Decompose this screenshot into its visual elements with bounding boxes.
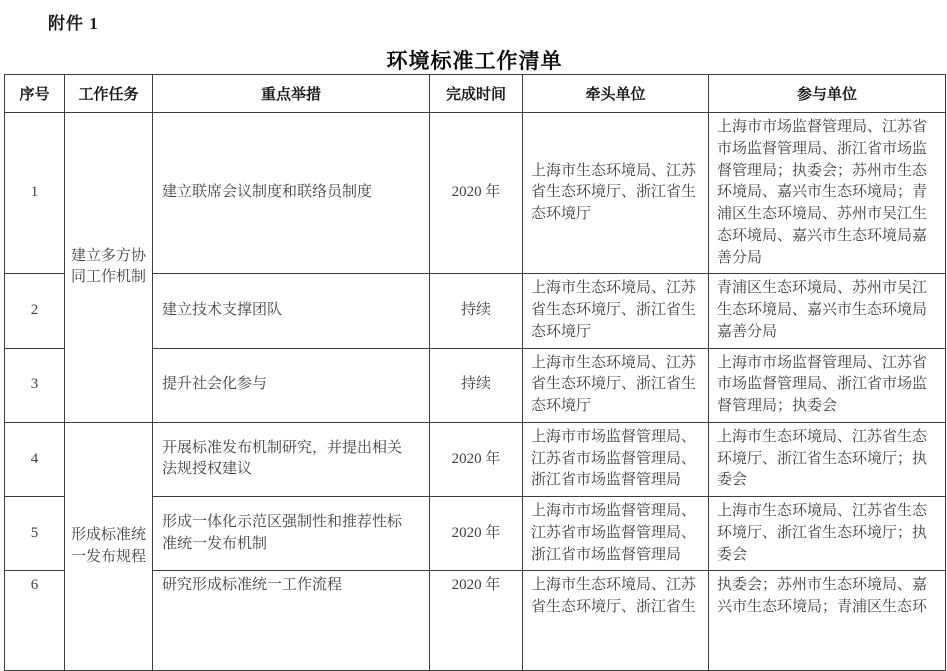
measure-cell: 开展标准发布机制研究，并提出相关法规授权建议	[153, 422, 430, 496]
table-header-row	[5, 75, 946, 113]
serial-cell: 6	[5, 571, 65, 671]
column-header-deadline: 完成时间	[430, 75, 523, 113]
task-group-cell: 建立多方协同工作机制	[65, 113, 153, 423]
participating-unit-cell: 上海市生态环境局、江苏省生态环境厅、浙江省生态环境厅；执委会	[709, 422, 946, 496]
measure-cell: 提升社会化参与	[153, 348, 430, 422]
column-header-measure: 重点举措	[153, 75, 430, 113]
serial-cell: 1	[5, 113, 65, 274]
measure-cell: 建立联席会议制度和联络员制度	[153, 113, 430, 274]
measure-cell: 建立技术支撑团队	[153, 274, 430, 348]
environmental-standards-table	[4, 74, 946, 671]
lead-unit-cell: 上海市市场监督管理局、江苏省市场监督管理局、浙江省市场监督管理局	[523, 497, 709, 571]
lead-unit-cell: 上海市市场监督管理局、江苏省市场监督管理局、浙江省市场监督管理局	[523, 422, 709, 496]
deadline-cell: 持续	[430, 348, 523, 422]
column-header-lead-unit: 牵头单位	[523, 75, 709, 113]
measure-cell: 形成一体化示范区强制性和推荐性标准统一发布机制	[153, 497, 430, 571]
participating-unit-cell: 上海市市场监督管理局、江苏省市场监督管理局、浙江省市场监督管理局；执委会	[709, 348, 946, 422]
participating-unit-cell: 上海市生态环境局、江苏省生态环境厅、浙江省生态环境厅；执委会	[709, 497, 946, 571]
serial-cell: 4	[5, 422, 65, 496]
column-header-participating-unit: 参与单位	[709, 75, 946, 113]
task-group-cell: 形成标准统一发布规程	[65, 422, 153, 671]
deadline-cell: 2020 年	[430, 113, 523, 274]
participating-unit-cell: 上海市市场监督管理局、江苏省市场监督管理局、浙江省市场监督管理局；执委会；苏州市生态环境局、嘉兴市生态环境局；青浦区生态环境局、苏州市吴江生态环境局、嘉兴市生态环境局嘉善分局	[709, 113, 946, 274]
measure-cell: 研究形成标准统一工作流程	[153, 571, 430, 671]
deadline-cell: 2020 年	[430, 497, 523, 571]
serial-cell: 5	[5, 497, 65, 571]
participating-unit-cell: 青浦区生态环境局、苏州市吴江生态环境局、嘉兴市生态环境局嘉善分局	[709, 274, 946, 348]
attachment-label: 附件 1	[48, 14, 99, 33]
column-header-serial: 序号	[5, 75, 65, 113]
lead-unit-cell: 上海市生态环境局、江苏省生态环境厅、浙江省生态环境厅	[523, 274, 709, 348]
participating-unit-cell: 执委会；苏州市生态环境局、嘉兴市生态环境局；青浦区生态环	[709, 571, 946, 671]
serial-cell: 3	[5, 348, 65, 422]
lead-unit-cell: 上海市生态环境局、江苏省生态环境厅、浙江省生态环境厅	[523, 348, 709, 422]
deadline-cell: 持续	[430, 274, 523, 348]
column-header-task: 工作任务	[65, 75, 153, 113]
lead-unit-cell: 上海市生态环境局、江苏省生态环境厅、浙江省生态环境厅	[523, 113, 709, 274]
serial-cell: 2	[5, 274, 65, 348]
page-title: 环境标准工作清单	[386, 50, 563, 73]
deadline-cell: 2020 年	[430, 571, 523, 671]
deadline-cell: 2020 年	[430, 422, 523, 496]
table-row	[5, 422, 946, 496]
table-row	[5, 113, 946, 274]
lead-unit-cell: 上海市生态环境局、江苏省生态环境厅、浙江省生	[523, 571, 709, 671]
